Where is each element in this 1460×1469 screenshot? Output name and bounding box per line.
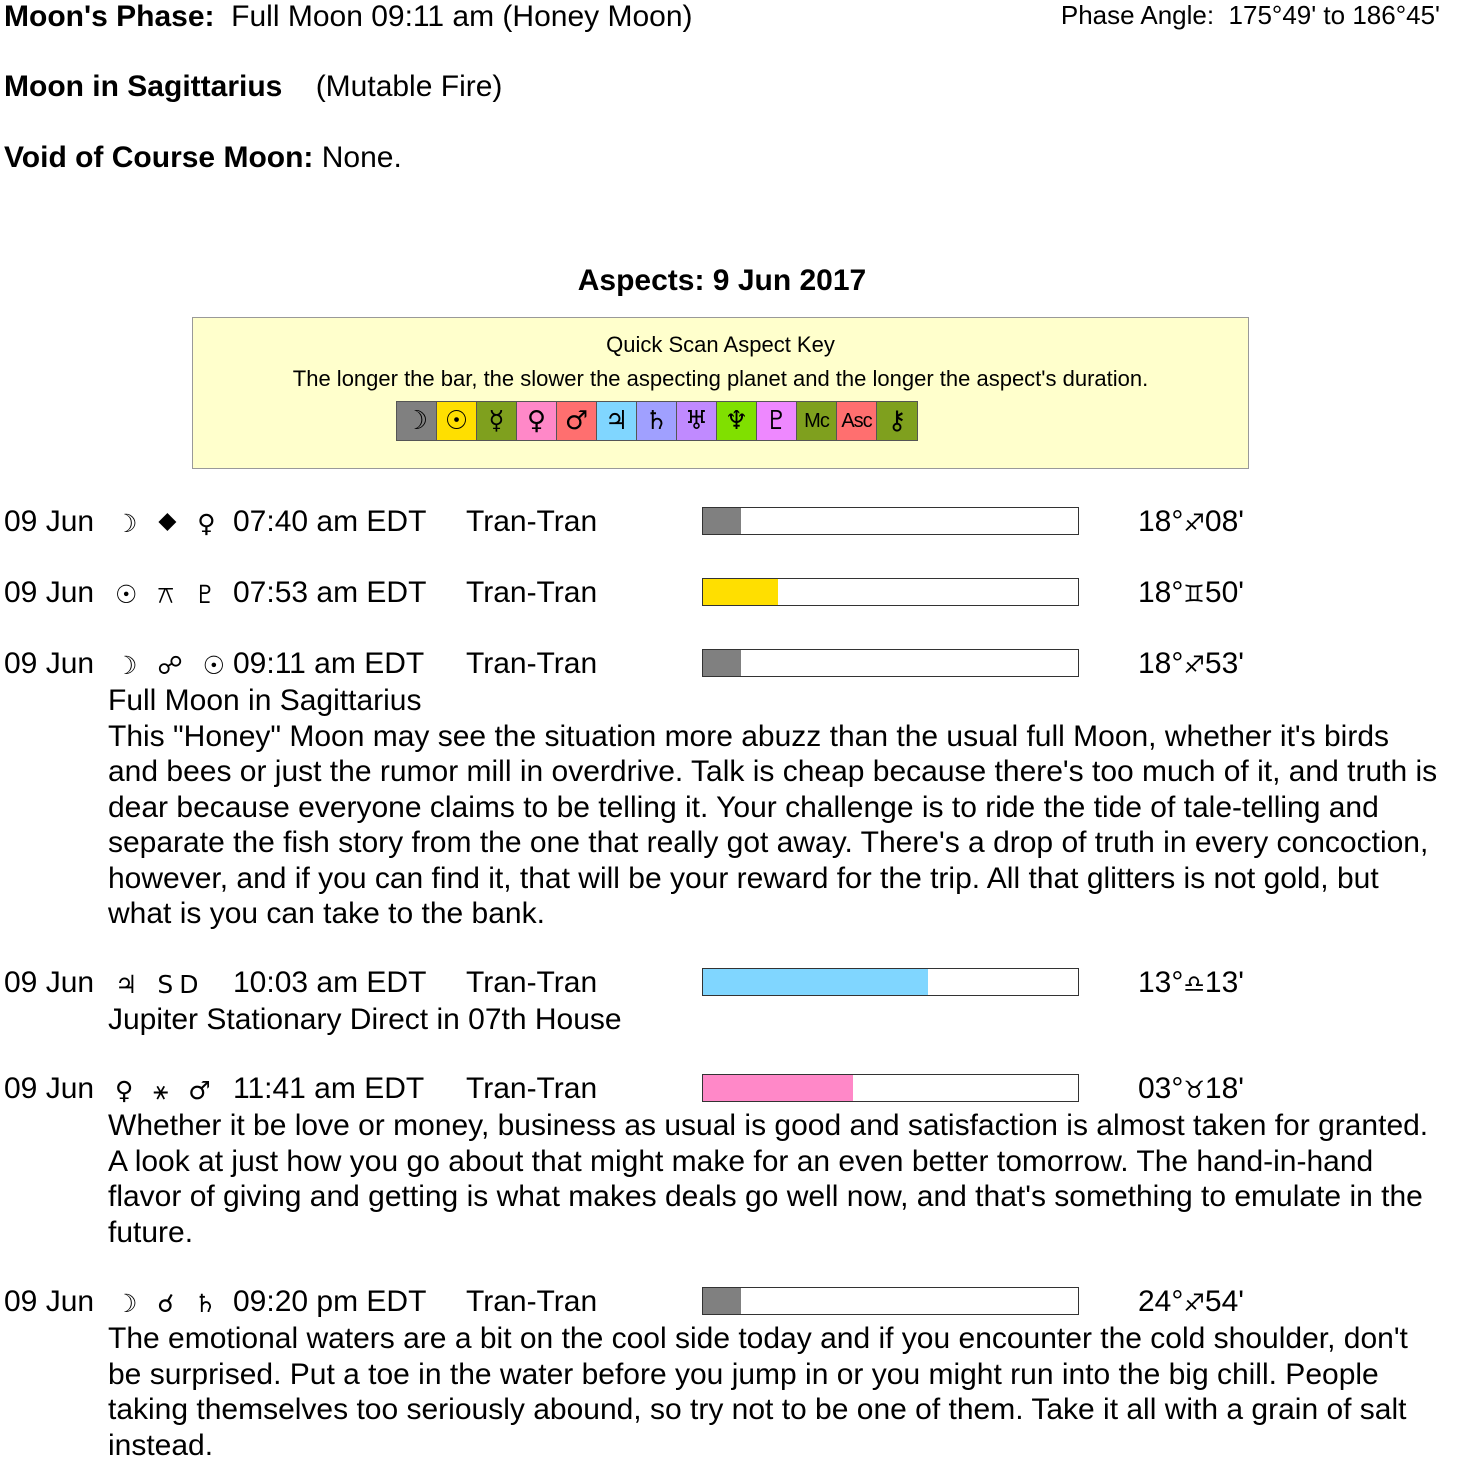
aspect-description — [108, 683, 1440, 932]
aspect-symbols: ♃ SD — [115, 970, 205, 999]
aspect-type: Tran-Tran — [466, 1285, 598, 1318]
aspect-date: 09 Jun — [4, 966, 95, 999]
position-minutes: 08' — [1204, 505, 1244, 538]
ascendant-icon: Asc — [837, 402, 877, 440]
duration-bar-fill — [703, 969, 928, 995]
aspect-time: 09:20 pm EDT — [233, 1285, 427, 1318]
mercury-icon: ☿ — [477, 402, 517, 440]
aspect-position — [1138, 1072, 1244, 1106]
aspect-time: 11:41 am EDT — [233, 1072, 425, 1105]
jupiter-icon: ♃ — [597, 402, 637, 440]
aspect-time: 09:11 am EDT — [233, 647, 425, 680]
zodiac-sign-icon: ♎ — [1183, 970, 1205, 998]
aspect-description-title: Full Moon in Sagittarius — [108, 684, 422, 717]
duration-bar — [702, 649, 1079, 677]
zodiac-sign-icon: ♐ — [1183, 509, 1205, 537]
aspect-key-title: Quick Scan Aspect Key — [606, 332, 835, 357]
zodiac-sign-icon: ♐ — [1183, 651, 1205, 679]
position-degree: 18° — [1138, 505, 1184, 538]
phase-angle-label: Phase Angle: — [1060, 0, 1215, 30]
aspect-key-box — [192, 317, 1249, 469]
aspect-date: 09 Jun — [4, 647, 95, 680]
aspect-symbols: ☽ ☍ ☉ — [115, 651, 232, 680]
aspect-row — [0, 1072, 1460, 1108]
aspect-entry — [0, 505, 1460, 541]
aspect-entry — [0, 966, 1460, 1038]
position-degree: 18° — [1138, 647, 1184, 680]
void-of-course-label: Void of Course Moon: — [4, 141, 314, 174]
aspect-time: 10:03 am EDT — [233, 966, 427, 999]
duration-bar-fill — [703, 1288, 741, 1314]
position-degree: 18° — [1138, 576, 1184, 609]
aspect-entry — [0, 1072, 1460, 1250]
saturn-icon: ♄ — [637, 402, 677, 440]
phase-angle — [1061, 0, 1440, 31]
duration-bar — [702, 507, 1079, 535]
zodiac-sign-icon: ♊ — [1183, 580, 1205, 608]
aspect-key-color-row — [396, 401, 918, 441]
position-degree: 13° — [1138, 966, 1184, 999]
aspect-description-text: Whether it be love or money, business as usual is good and satisfaction is almost taken for granted. A look at just how you go about that might make for an even better tomorrow. The hand-in-hand flavor of giving and getting is what makes deals go well now, and that's something to emulate in the future. — [108, 1109, 1429, 1249]
aspect-description-title: Jupiter Stationary Direct in 07th House — [108, 1003, 622, 1036]
aspect-entry — [0, 576, 1460, 612]
aspects-title: Aspects: 9 Jun 2017 — [577, 264, 867, 297]
aspect-entry — [0, 647, 1460, 932]
aspect-date: 09 Jun — [4, 576, 95, 609]
aspect-position — [1138, 1285, 1244, 1319]
moon-phase-label: Moon's Phase: — [4, 0, 215, 33]
uranus-icon: ♅ — [677, 402, 717, 440]
venus-icon: ♀ — [517, 402, 557, 440]
aspect-type: Tran-Tran — [466, 505, 598, 538]
chiron-icon: ⚷ — [877, 402, 917, 440]
moon-phase-value: Full Moon 09:11 am (Honey Moon) — [231, 0, 693, 33]
aspect-row — [0, 576, 1460, 612]
position-minutes: 50' — [1204, 576, 1244, 609]
aspect-position — [1138, 576, 1244, 610]
aspect-description — [108, 1002, 1440, 1038]
aspect-date: 09 Jun — [4, 1072, 95, 1105]
phase-angle-value: 175°49' to 186°45' — [1228, 0, 1440, 30]
position-minutes: 13' — [1204, 966, 1244, 999]
aspect-entry — [0, 1285, 1460, 1463]
moon-icon: ☽ — [397, 402, 437, 440]
moon-phase-line — [4, 0, 693, 34]
zodiac-sign-icon: ♐ — [1183, 1289, 1205, 1317]
duration-bar-fill — [703, 650, 741, 676]
duration-bar-fill — [703, 579, 778, 605]
position-minutes: 18' — [1204, 1072, 1244, 1105]
aspect-position — [1138, 647, 1244, 681]
neptune-icon: ♆ — [717, 402, 757, 440]
aspect-description — [108, 1321, 1440, 1463]
duration-bar — [702, 1287, 1079, 1315]
aspect-position — [1138, 505, 1244, 539]
aspect-row — [0, 505, 1460, 541]
aspect-time: 07:40 am EDT — [233, 505, 427, 538]
mars-icon: ♂ — [557, 402, 597, 440]
moon-sign-line — [4, 70, 502, 104]
aspect-position — [1138, 966, 1244, 1000]
sun-icon: ☉ — [437, 402, 477, 440]
aspect-type: Tran-Tran — [466, 1072, 598, 1105]
aspect-date: 09 Jun — [4, 1285, 95, 1318]
aspect-type: Tran-Tran — [466, 576, 598, 609]
duration-bar — [702, 968, 1079, 996]
duration-bar-fill — [703, 1075, 853, 1101]
void-of-course-value: None. — [321, 141, 402, 174]
aspect-description — [108, 1108, 1440, 1250]
aspect-row — [0, 1285, 1460, 1321]
aspect-description-text: The emotional waters are a bit on the cool side today and if you encounter the cold shoulder, don't be surprised. Put a toe in the water before you jump in or you might run into the big chill. People taking themselves too seriously abound, so try not to be one of them. Take it all with a grain of salt instead. — [108, 1322, 1408, 1462]
pluto-icon: ♇ — [757, 402, 797, 440]
aspect-date: 09 Jun — [4, 505, 95, 538]
duration-bar — [702, 1074, 1079, 1102]
aspect-key-description: The longer the bar, the slower the aspecting planet and the longer the aspect's duration. — [292, 366, 1149, 391]
void-of-course-line — [4, 141, 402, 175]
position-degree: 03° — [1138, 1072, 1184, 1105]
position-degree: 24° — [1138, 1285, 1184, 1318]
zodiac-sign-icon: ♉ — [1183, 1076, 1205, 1104]
aspect-time: 07:53 am EDT — [233, 576, 427, 609]
moon-sign-label: Moon in Sagittarius — [4, 70, 283, 103]
aspect-description-text: This "Honey" Moon may see the situation more abuzz than the usual full Moon, whether it's birds and bees or just the rumor mill in overdrive. Talk is cheap because there's too much of it, and truth is dear because everyone claims to be telling it. Your challenge is to ride the tide of tale-telling and separate the fish story from the one that really got away. There's a drop of truth in every concoction, however, and if you can find it, that will be your reward for the trip. All that glitters is not gold, but what is you can take to the bank. — [108, 719, 1438, 930]
duration-bar — [702, 578, 1079, 606]
aspect-symbols: ☉ ⚻ ♇ — [115, 580, 223, 609]
moon-sign-quality: (Mutable Fire) — [315, 70, 503, 103]
aspect-type: Tran-Tran — [466, 966, 598, 999]
aspect-row — [0, 647, 1460, 683]
position-minutes: 54' — [1204, 1285, 1244, 1318]
aspect-row — [0, 966, 1460, 1002]
aspect-symbols: ♀ ⚹ ♂ — [115, 1076, 217, 1105]
position-minutes: 53' — [1204, 647, 1244, 680]
midheaven-icon: Mc — [797, 402, 837, 440]
aspect-type: Tran-Tran — [466, 647, 598, 680]
aspect-symbols: ☽ ☌ ♄ — [115, 1289, 223, 1318]
aspect-symbols: ☽ ⯁ ♀ — [115, 509, 222, 538]
duration-bar-fill — [703, 508, 741, 534]
